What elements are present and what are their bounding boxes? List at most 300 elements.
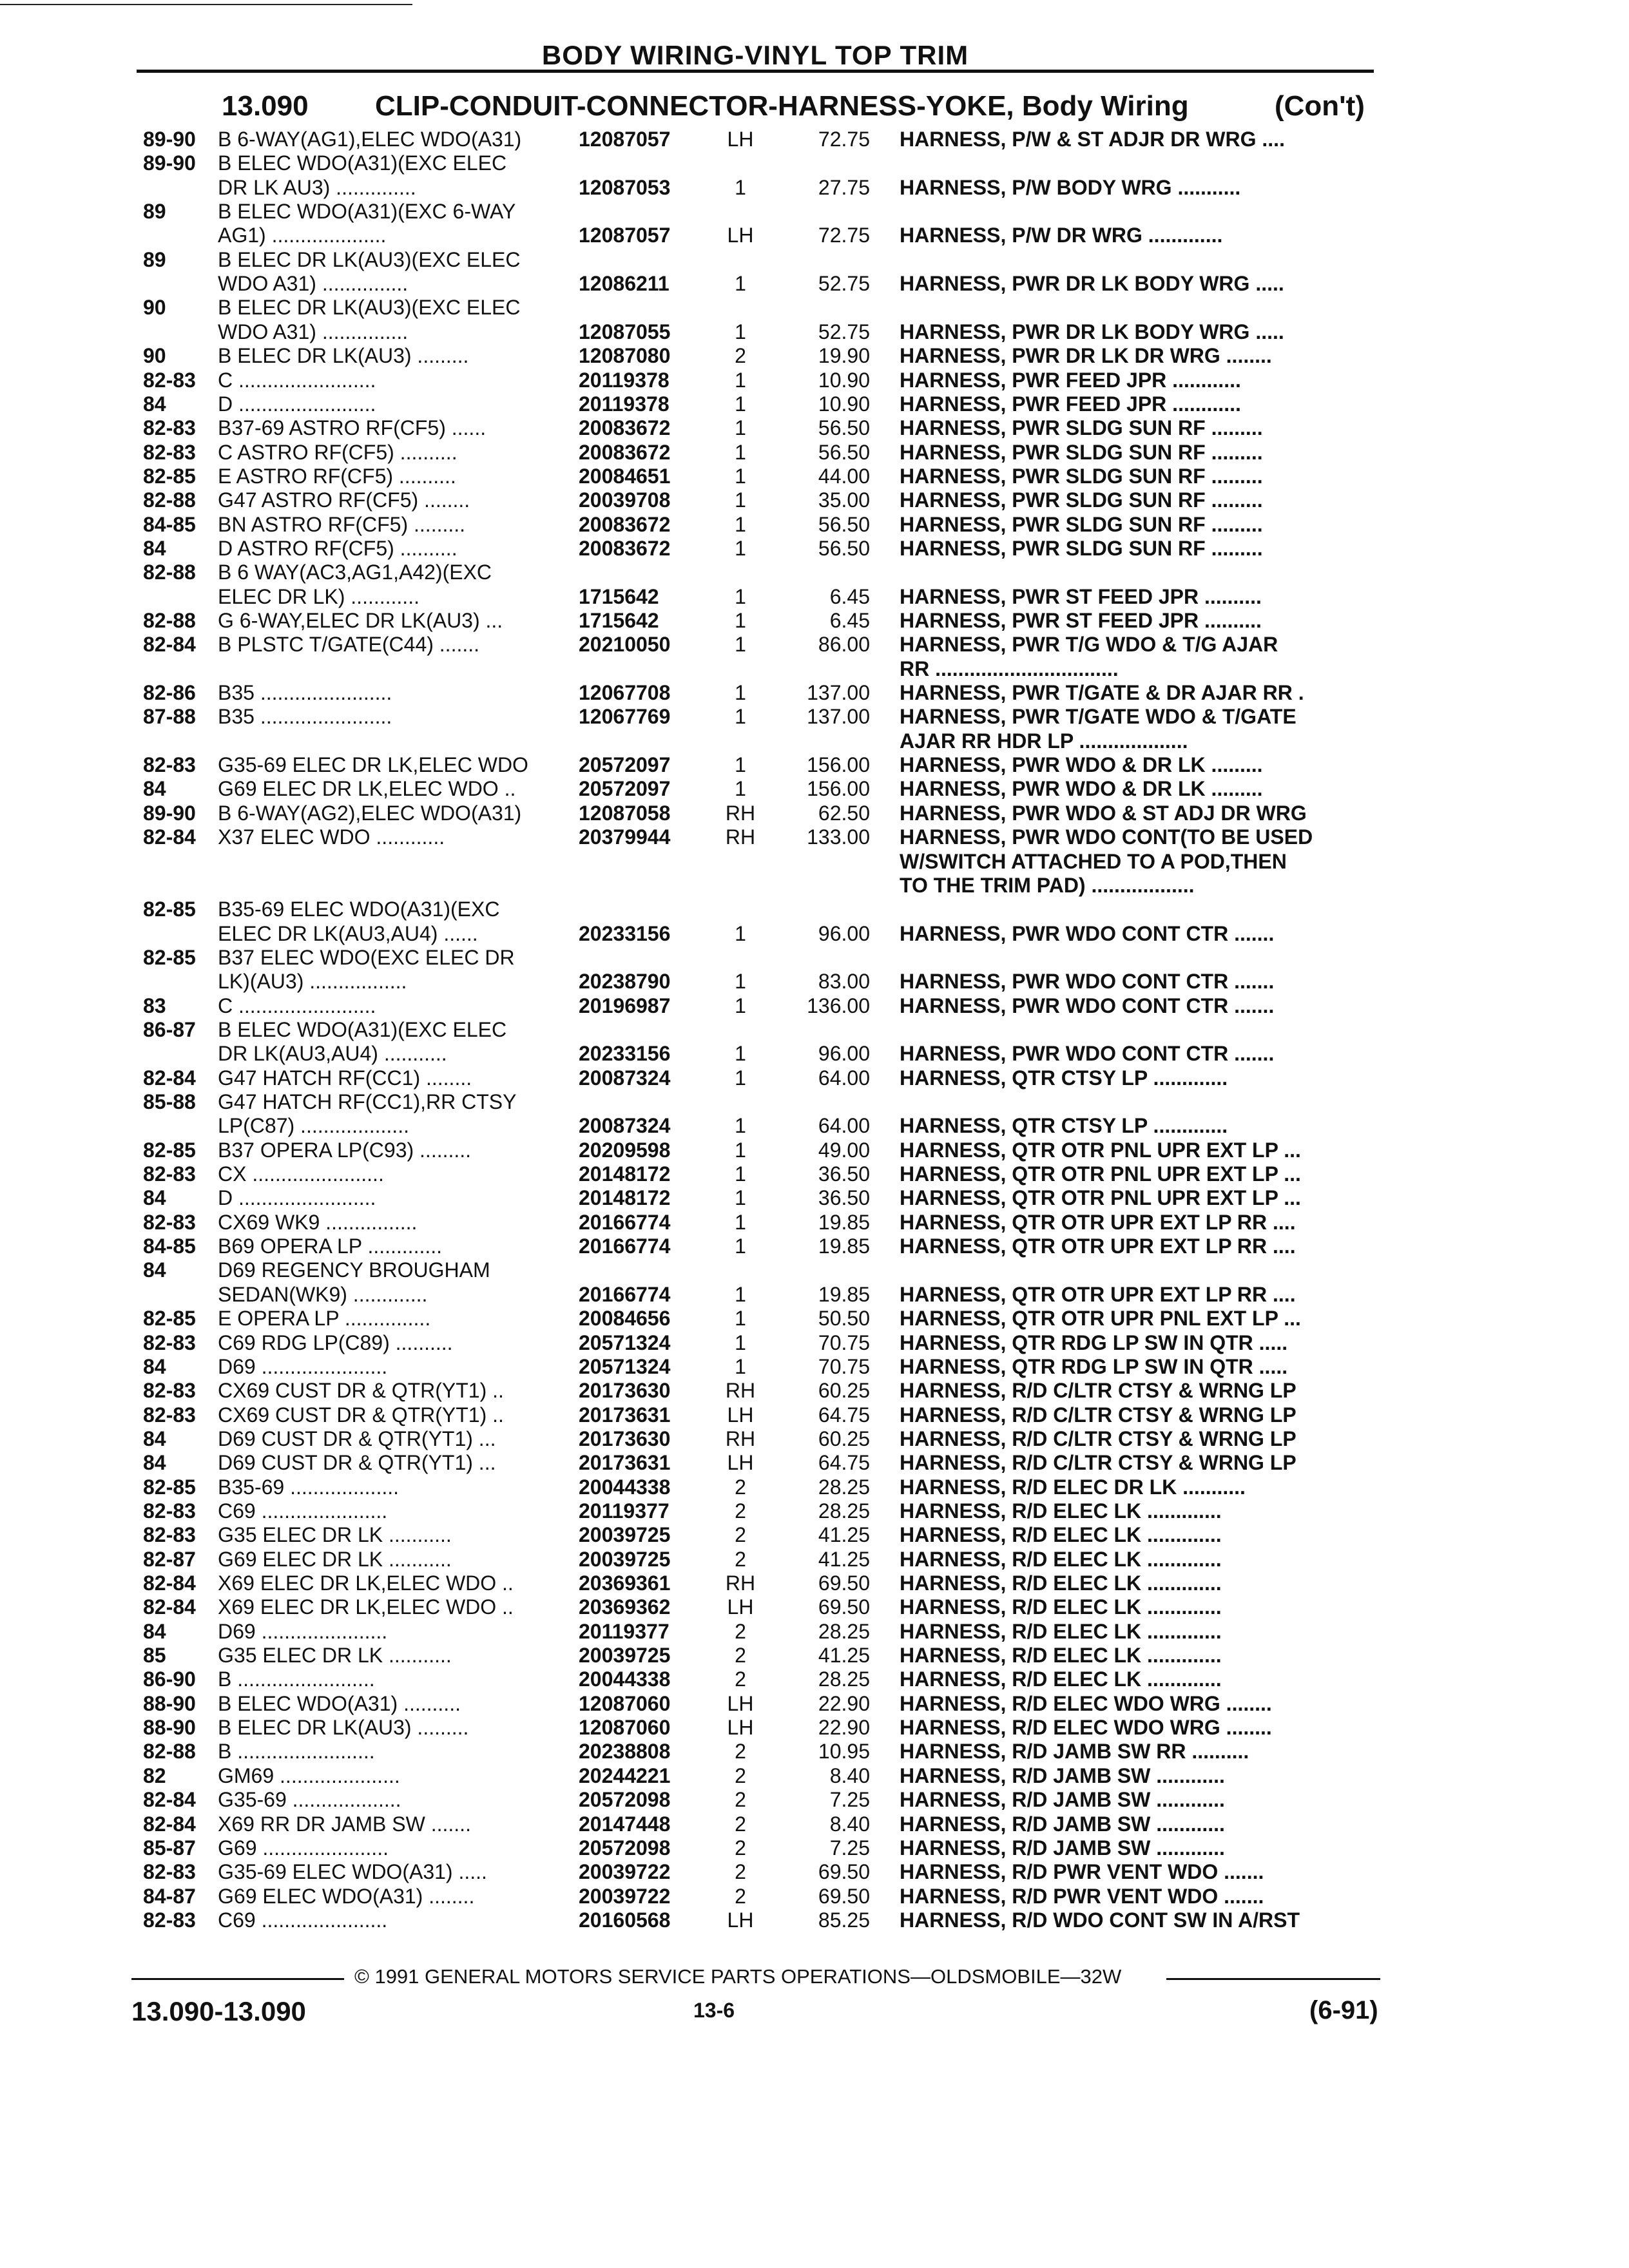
part-number: 20572098 [579, 1836, 671, 1860]
part-number: 20087324 [579, 1114, 671, 1138]
model-year: 85-87 [143, 1836, 196, 1860]
usage-description: C ........................ [218, 368, 376, 392]
part-name: HARNESS, PWR DR LK BODY WRG ..... [900, 272, 1284, 296]
quantity: LH [727, 1451, 754, 1475]
part-number: 12086211 [579, 272, 670, 296]
table-row [0, 1258, 1629, 1282]
part-number: 20369362 [579, 1595, 671, 1619]
part-number: 20196987 [579, 994, 671, 1017]
part-name: HARNESS, R/D ELEC LK ............. [900, 1619, 1222, 1643]
quantity: 1 [735, 512, 746, 536]
part-name: HARNESS, PWR WDO & DR LK ......... [900, 777, 1263, 801]
table-row [0, 1090, 1629, 1114]
table-row [0, 705, 1629, 729]
model-year: 87-88 [143, 705, 196, 729]
usage-description: D ASTRO RF(CF5) .......... [218, 536, 458, 560]
part-number: 20173631 [579, 1451, 671, 1475]
quantity: LH [727, 224, 754, 247]
part-number: 12087060 [579, 1691, 671, 1715]
part-number: 1715642 [579, 609, 659, 632]
table-row [0, 416, 1629, 440]
part-name: HARNESS, PWR WDO CONT CTR ....... [900, 994, 1275, 1017]
price: 56.50 [818, 416, 870, 440]
part-name: HARNESS, R/D PWR VENT WDO ....... [900, 1860, 1264, 1884]
usage-description: GM69 ..................... [218, 1763, 400, 1787]
model-year: 85 [143, 1644, 166, 1667]
model-year: 82-85 [143, 1475, 196, 1499]
table-row [0, 1692, 1629, 1716]
usage-description: B ELEC WDO(A31) .......... [218, 1691, 461, 1715]
price: 7.25 [829, 1788, 870, 1812]
part-name: HARNESS, P/W & ST ADJR DR WRG .... [900, 128, 1285, 151]
price: 96.00 [818, 921, 870, 945]
model-year: 82-85 [143, 1307, 196, 1331]
usage-description: CX69 CUST DR & QTR(YT1) .. [218, 1403, 504, 1427]
quantity: 1 [735, 584, 746, 608]
model-year: 82-85 [143, 898, 196, 921]
model-year: 84-87 [143, 1884, 196, 1908]
part-name: HARNESS, QTR CTSY LP ............. [900, 1114, 1228, 1138]
model-year: 84 [143, 1619, 166, 1643]
price: 69.50 [818, 1860, 870, 1884]
price: 64.75 [818, 1403, 870, 1427]
quantity: 2 [735, 1644, 746, 1667]
usage-description: LP(C87) ................... [218, 1114, 409, 1138]
part-name: HARNESS, P/W BODY WRG ........... [900, 175, 1241, 199]
usage-description: LK)(AU3) ................. [218, 970, 407, 994]
quantity: 1 [735, 994, 746, 1017]
quantity: 2 [735, 1475, 746, 1499]
footer-rule-left [131, 1978, 344, 1980]
part-number: 20572098 [579, 1788, 671, 1812]
part-name: HARNESS, R/D ELEC LK ............. [900, 1523, 1222, 1547]
quantity: 1 [735, 416, 746, 440]
quantity: 2 [735, 344, 746, 368]
table-row [0, 296, 1629, 320]
table-row [0, 248, 1629, 272]
quantity: RH [725, 1379, 756, 1403]
model-year: 82-86 [143, 681, 196, 705]
quantity: 1 [735, 440, 746, 464]
model-year: 82-83 [143, 1860, 196, 1884]
part-name: HARNESS, R/D JAMB SW RR .......... [900, 1740, 1249, 1763]
model-year: 82-83 [143, 1499, 196, 1523]
price: 7.25 [829, 1836, 870, 1860]
table-row [0, 1427, 1629, 1451]
part-name: HARNESS, PWR T/GATE & DR AJAR RR . [900, 681, 1304, 705]
model-year: 89-90 [143, 128, 196, 151]
quantity: 1 [735, 777, 746, 801]
usage-description: D69 CUST DR & QTR(YT1) ... [218, 1427, 496, 1450]
quantity: 2 [735, 1499, 746, 1523]
table-row [0, 994, 1629, 1018]
model-year: 82-84 [143, 1571, 196, 1595]
quantity: 1 [735, 1331, 746, 1354]
price: 41.25 [818, 1644, 870, 1667]
part-name: HARNESS, R/D JAMB SW ............ [900, 1763, 1225, 1787]
table-row [0, 1908, 1629, 1932]
price: 137.00 [807, 681, 870, 705]
part-name: HARNESS, PWR SLDG SUN RF ......... [900, 416, 1263, 440]
model-year: 88-90 [143, 1691, 196, 1715]
usage-description: DR LK AU3) .............. [218, 175, 416, 199]
part-number: 20119377 [579, 1619, 670, 1643]
part-name: HARNESS, PWR DR LK DR WRG ........ [900, 344, 1272, 368]
part-number: 12087060 [579, 1716, 671, 1740]
part-number: 12087057 [579, 224, 671, 247]
table-row [0, 1885, 1629, 1908]
part-number: 20087324 [579, 1066, 671, 1090]
usage-description: B35-69 ELEC WDO(A31)(EXC [218, 898, 500, 921]
model-year: 82-88 [143, 609, 196, 632]
model-year: 82-85 [143, 945, 196, 969]
quantity: 2 [735, 1812, 746, 1836]
usage-description: B35 ....................... [218, 681, 392, 705]
usage-description: G47 HATCH RF(CC1) ........ [218, 1066, 472, 1090]
table-row [0, 1379, 1629, 1403]
usage-description: WDO A31) ............... [218, 320, 409, 343]
table-row [0, 657, 1629, 681]
part-number: 20039725 [579, 1523, 671, 1547]
price: 44.00 [818, 464, 870, 488]
price: 72.75 [818, 224, 870, 247]
part-name: HARNESS, PWR WDO & ST ADJ DR WRG [900, 801, 1307, 825]
price: 22.90 [818, 1716, 870, 1740]
price: 85.25 [818, 1908, 870, 1932]
quantity: 1 [735, 1042, 746, 1066]
usage-description: E ASTRO RF(CF5) .......... [218, 464, 456, 488]
model-year: 89-90 [143, 151, 196, 175]
footer-copyright: © 1991 GENERAL MOTORS SERVICE PARTS OPERATIONS—OLDSMOBILE—32W [354, 1965, 1122, 1988]
part-name: HARNESS, R/D ELEC DR LK ........... [900, 1475, 1246, 1499]
table-row [0, 922, 1629, 946]
quantity: 1 [735, 1138, 746, 1162]
table-row [0, 392, 1629, 416]
price: 19.85 [818, 1282, 870, 1306]
part-number: 20148172 [579, 1162, 671, 1186]
footer-section-range: 13.090-13.090 [131, 1996, 306, 2026]
quantity: RH [725, 825, 756, 849]
usage-description: CX69 CUST DR & QTR(YT1) .. [218, 1379, 504, 1403]
table-row [0, 1451, 1629, 1475]
part-name: HARNESS, R/D ELEC LK ............. [900, 1571, 1222, 1595]
quantity: 1 [735, 1307, 746, 1331]
part-name: HARNESS, PWR WDO CONT CTR ....... [900, 921, 1275, 945]
part-number: 20039725 [579, 1547, 671, 1571]
quantity: 1 [735, 970, 746, 994]
part-name: HARNESS, R/D ELEC LK ............. [900, 1595, 1222, 1619]
table-row [0, 320, 1629, 344]
table-row [0, 1139, 1629, 1162]
part-number: 20044338 [579, 1475, 671, 1499]
quantity: RH [725, 1571, 756, 1595]
price: 10.95 [818, 1740, 870, 1763]
model-year: 84 [143, 392, 166, 416]
usage-description: B ELEC DR LK(AU3)(EXC ELEC [218, 247, 521, 271]
model-year: 82-83 [143, 753, 196, 777]
model-year: 84-85 [143, 1235, 196, 1258]
price: 27.75 [818, 175, 870, 199]
table-row [0, 1042, 1629, 1066]
table-row [0, 176, 1629, 200]
model-year: 82 [143, 1763, 166, 1787]
model-year: 84 [143, 536, 166, 560]
usage-description: CX69 WK9 ................ [218, 1210, 418, 1234]
usage-description: B ELEC DR LK(AU3) ......... [218, 344, 469, 368]
part-name: HARNESS, PWR FEED JPR ............ [900, 392, 1241, 416]
quantity: RH [725, 1427, 756, 1450]
part-name: HARNESS, R/D ELEC WDO WRG ........ [900, 1716, 1272, 1740]
part-name: HARNESS, R/D C/LTR CTSY & WRNG LP [900, 1427, 1296, 1450]
model-year: 82-85 [143, 464, 196, 488]
usage-description: B37 ELEC WDO(EXC ELEC DR [218, 945, 515, 969]
part-number: 20160568 [579, 1908, 671, 1932]
table-row [0, 1307, 1629, 1331]
quantity: RH [725, 801, 756, 825]
table-row [0, 344, 1629, 368]
section-number: 13.090 [222, 90, 309, 122]
part-name: HARNESS, R/D ELEC LK ............. [900, 1547, 1222, 1571]
usage-description: B37 OPERA LP(C93) ......... [218, 1138, 472, 1162]
table-row [0, 633, 1629, 657]
price: 70.75 [818, 1331, 870, 1354]
price: 19.85 [818, 1235, 870, 1258]
usage-description: X69 ELEC DR LK,ELEC WDO .. [218, 1595, 514, 1619]
price: 28.25 [818, 1475, 870, 1499]
model-year: 82-85 [143, 1138, 196, 1162]
usage-description: C69 ...................... [218, 1499, 388, 1523]
quantity: 1 [735, 609, 746, 632]
table-row [0, 1764, 1629, 1788]
model-year: 90 [143, 344, 166, 368]
part-number: 20039725 [579, 1644, 671, 1667]
part-number: 12087080 [579, 344, 671, 368]
part-name: HARNESS, PWR SLDG SUN RF ......... [900, 464, 1263, 488]
price: 28.25 [818, 1499, 870, 1523]
usage-description: C ASTRO RF(CF5) .......... [218, 440, 458, 464]
part-name: HARNESS, R/D ELEC WDO WRG ........ [900, 1691, 1272, 1715]
table-row [0, 1018, 1629, 1042]
usage-description: C69 ...................... [218, 1908, 388, 1932]
part-number: 12067769 [579, 705, 671, 729]
model-year: 82-83 [143, 416, 196, 440]
price: 64.75 [818, 1451, 870, 1475]
price: 19.85 [818, 1210, 870, 1234]
quantity: 1 [735, 705, 746, 729]
price: 72.75 [818, 128, 870, 151]
part-number: 20039722 [579, 1860, 671, 1884]
quantity: LH [727, 1908, 754, 1932]
quantity: 1 [735, 633, 746, 657]
price: 28.25 [818, 1667, 870, 1691]
price: 50.50 [818, 1307, 870, 1331]
quantity: 2 [735, 1667, 746, 1691]
model-year: 89 [143, 200, 166, 224]
table-row [0, 488, 1629, 512]
table-row [0, 224, 1629, 247]
price: 83.00 [818, 970, 870, 994]
part-number: 20572097 [579, 777, 671, 801]
part-number: 20039708 [579, 488, 671, 512]
usage-description: G35-69 ELEC DR LK,ELEC WDO [218, 753, 528, 777]
part-name: HARNESS, R/D JAMB SW ............ [900, 1836, 1225, 1860]
part-number: 20379944 [579, 825, 671, 849]
quantity: 1 [735, 1066, 746, 1090]
model-year: 82-83 [143, 1908, 196, 1932]
usage-description: G69 ELEC DR LK ........... [218, 1547, 452, 1571]
model-year: 82-83 [143, 1162, 196, 1186]
part-name: RR ................................ [900, 657, 1119, 680]
table-row [0, 970, 1629, 994]
usage-description: E OPERA LP ............... [218, 1307, 431, 1331]
model-year: 82-88 [143, 561, 196, 584]
price: 22.90 [818, 1691, 870, 1715]
price: 28.25 [818, 1619, 870, 1643]
usage-description: G35 ELEC DR LK ........... [218, 1644, 452, 1667]
model-year: 82-83 [143, 368, 196, 392]
model-year: 84 [143, 1354, 166, 1378]
part-number: 20083672 [579, 536, 671, 560]
part-name: HARNESS, R/D ELEC LK ............. [900, 1644, 1222, 1667]
price: 8.40 [829, 1763, 870, 1787]
part-number: 20210050 [579, 633, 671, 657]
price: 56.50 [818, 512, 870, 536]
table-row [0, 898, 1629, 921]
quantity: 1 [735, 272, 746, 296]
quantity: 1 [735, 921, 746, 945]
table-row [0, 1595, 1629, 1619]
model-year: 82-83 [143, 1403, 196, 1427]
footer-page-number: 13-6 [693, 1999, 735, 2022]
footer-rule-right [1166, 1978, 1380, 1980]
usage-description: X69 RR DR JAMB SW ....... [218, 1812, 471, 1836]
part-number: 20244221 [579, 1763, 671, 1787]
model-year: 82-83 [143, 1523, 196, 1547]
part-number: 20119378 [579, 392, 670, 416]
price: 56.50 [818, 440, 870, 464]
table-row [0, 1331, 1629, 1355]
table-row [0, 1836, 1629, 1860]
table-row [0, 1283, 1629, 1307]
part-number: 20084651 [579, 464, 671, 488]
price: 136.00 [807, 994, 870, 1017]
table-row [0, 946, 1629, 970]
model-year: 84 [143, 1186, 166, 1210]
part-number: 20369361 [579, 1571, 671, 1595]
quantity: 1 [735, 368, 746, 392]
part-number: 20233156 [579, 1042, 671, 1066]
usage-description: WDO A31) ............... [218, 272, 409, 296]
price: 56.50 [818, 536, 870, 560]
usage-description: CX ....................... [218, 1162, 384, 1186]
table-row [0, 1788, 1629, 1812]
part-name: HARNESS, PWR FEED JPR ............ [900, 368, 1241, 392]
part-name: HARNESS, R/D PWR VENT WDO ....... [900, 1884, 1264, 1908]
model-year: 82-84 [143, 1812, 196, 1836]
usage-description: B ........................ [218, 1740, 375, 1763]
part-name: HARNESS, QTR OTR UPR PNL EXT LP ... [900, 1307, 1301, 1331]
usage-description: D69 ...................... [218, 1354, 388, 1378]
quantity: 1 [735, 175, 746, 199]
part-name: HARNESS, PWR SLDG SUN RF ......... [900, 536, 1263, 560]
part-name: HARNESS, PWR SLDG SUN RF ......... [900, 488, 1263, 512]
table-row [0, 1523, 1629, 1547]
table-row [0, 753, 1629, 777]
price: 6.45 [829, 609, 870, 632]
usage-description: X69 ELEC DR LK,ELEC WDO .. [218, 1571, 514, 1595]
model-year: 84-85 [143, 512, 196, 536]
table-row [0, 272, 1629, 296]
usage-description: G47 HATCH RF(CC1),RR CTSY [218, 1090, 517, 1113]
usage-description: D ........................ [218, 1186, 376, 1210]
price: 41.25 [818, 1547, 870, 1571]
part-number: 20084656 [579, 1307, 671, 1331]
part-number: 20571324 [579, 1354, 671, 1378]
price: 156.00 [807, 753, 870, 777]
part-name: W/SWITCH ATTACHED TO A POD,THEN [900, 849, 1287, 873]
usage-description: D69 REGENCY BROUGHAM [218, 1258, 490, 1282]
table-row [0, 1403, 1629, 1427]
price: 36.50 [818, 1162, 870, 1186]
usage-description: B ELEC WDO(A31)(EXC ELEC [218, 1017, 507, 1041]
price: 49.00 [818, 1138, 870, 1162]
part-name: HARNESS, QTR RDG LP SW IN QTR ..... [900, 1354, 1288, 1378]
usage-description: D69 ...................... [218, 1619, 388, 1643]
table-row [0, 1571, 1629, 1595]
table-row [0, 1162, 1629, 1186]
quantity: 2 [735, 1547, 746, 1571]
part-number: 20173630 [579, 1379, 671, 1403]
usage-description: B37-69 ASTRO RF(CF5) ...... [218, 416, 487, 440]
model-year: 84 [143, 1258, 166, 1282]
table-row [0, 729, 1629, 753]
table-row [0, 1211, 1629, 1235]
model-year: 88-90 [143, 1716, 196, 1740]
part-name: HARNESS, PWR SLDG SUN RF ......... [900, 512, 1263, 536]
price: 10.90 [818, 392, 870, 416]
table-row [0, 1812, 1629, 1836]
model-year: 82-83 [143, 1331, 196, 1354]
price: 96.00 [818, 1042, 870, 1066]
usage-description: B 6 WAY(AC3,AG1,A42)(EXC [218, 561, 492, 584]
footer-date: (6-91) [1309, 1996, 1378, 2024]
part-name: HARNESS, P/W DR WRG ............. [900, 224, 1223, 247]
model-year: 82-84 [143, 633, 196, 657]
price: 156.00 [807, 777, 870, 801]
part-number: 20238790 [579, 970, 671, 994]
quantity: 1 [735, 392, 746, 416]
table-row [0, 1114, 1629, 1138]
usage-description: B ELEC DR LK(AU3)(EXC ELEC [218, 296, 521, 320]
table-row [0, 128, 1629, 151]
price: 41.25 [818, 1523, 870, 1547]
quantity: 2 [735, 1740, 746, 1763]
table-row [0, 1355, 1629, 1379]
part-number: 20572097 [579, 753, 671, 777]
quantity: LH [727, 128, 754, 151]
table-row [0, 850, 1629, 874]
quantity: 1 [735, 1186, 746, 1210]
table-row [0, 151, 1629, 175]
usage-description: G47 ASTRO RF(CF5) ........ [218, 488, 470, 512]
price: 6.45 [829, 584, 870, 608]
price: 60.25 [818, 1427, 870, 1450]
quantity: LH [727, 1403, 754, 1427]
quantity: 1 [735, 1162, 746, 1186]
page-header-title: BODY WIRING-VINYL TOP TRIM [541, 40, 969, 70]
price: 52.75 [818, 272, 870, 296]
usage-description: D ........................ [218, 392, 376, 416]
